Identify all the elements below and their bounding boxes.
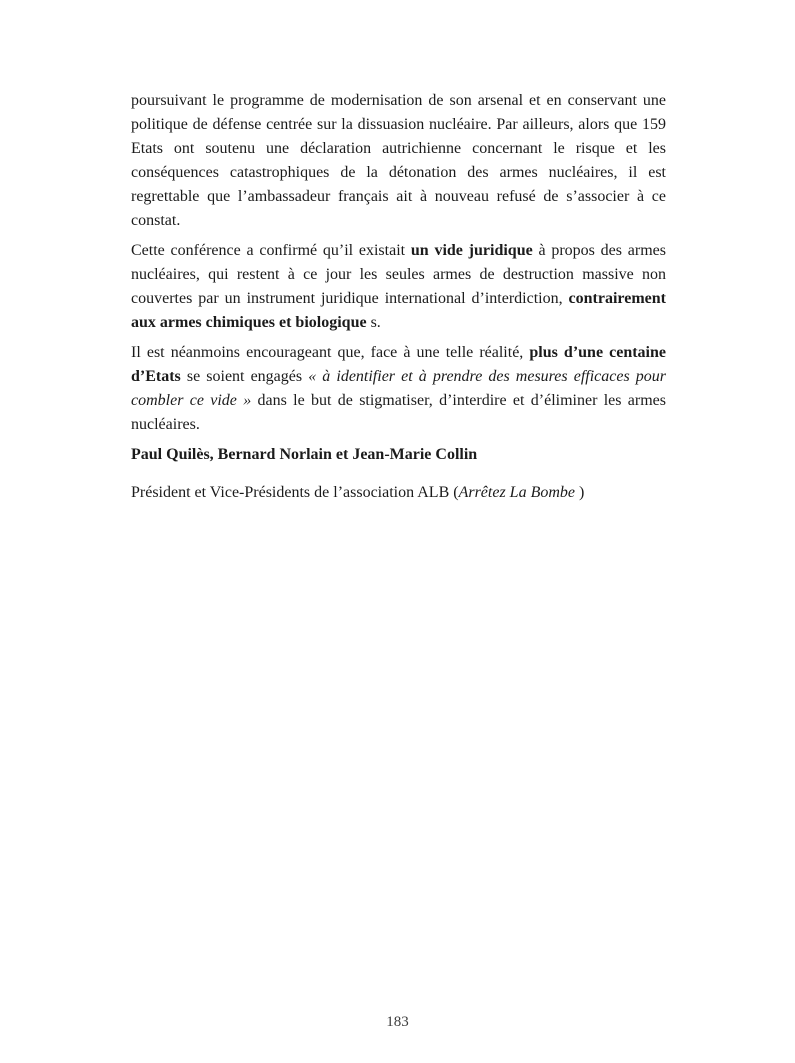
paragraph-engagement: Il est néanmoins encourageant que, face à une telle réalité, plus d’une centaine d’Etats se soient engagés « à identifier et à prendre des mesures efficaces pour combler ce vide » dans le but de stigmatiser, d’interdire et d’éliminer les armes nucléaires.: [131, 344, 666, 433]
page-content: [131, 89, 666, 511]
page-number: 183: [386, 1014, 409, 1030]
signature-authors: Paul Quilès, Bernard Norlain et Jean-Marie Collin: [131, 446, 478, 463]
page-footer: [0, 1012, 795, 1032]
paragraph-vide-juridique: Cette conférence a confirmé qu’il existait un vide juridique à propos des armes nucléaires, qui restent à ce jour les seules armes de destruction massive non couvertes par un instrument juridique international d’interdiction, contrairement aux armes chimiques et biologique s.: [131, 242, 666, 331]
byline-association: Président et Vice-Présidents de l’association ALB (Arrêtez La Bombe ): [131, 484, 585, 501]
paragraph-modernisation: poursuivant le programme de modernisation de son arsenal et en conservant une politique de défense centrée sur la dissuasion nucléaire. Par ailleurs, alors que 159 Etats ont soutenu une déclaration autrichienne concernant le risque et les conséquences catastrophiques de la détonation des armes nucléaires, il est regrettable que l’ambassadeur français ait à nouveau refusé de s’associer à ce constat.: [131, 92, 666, 229]
